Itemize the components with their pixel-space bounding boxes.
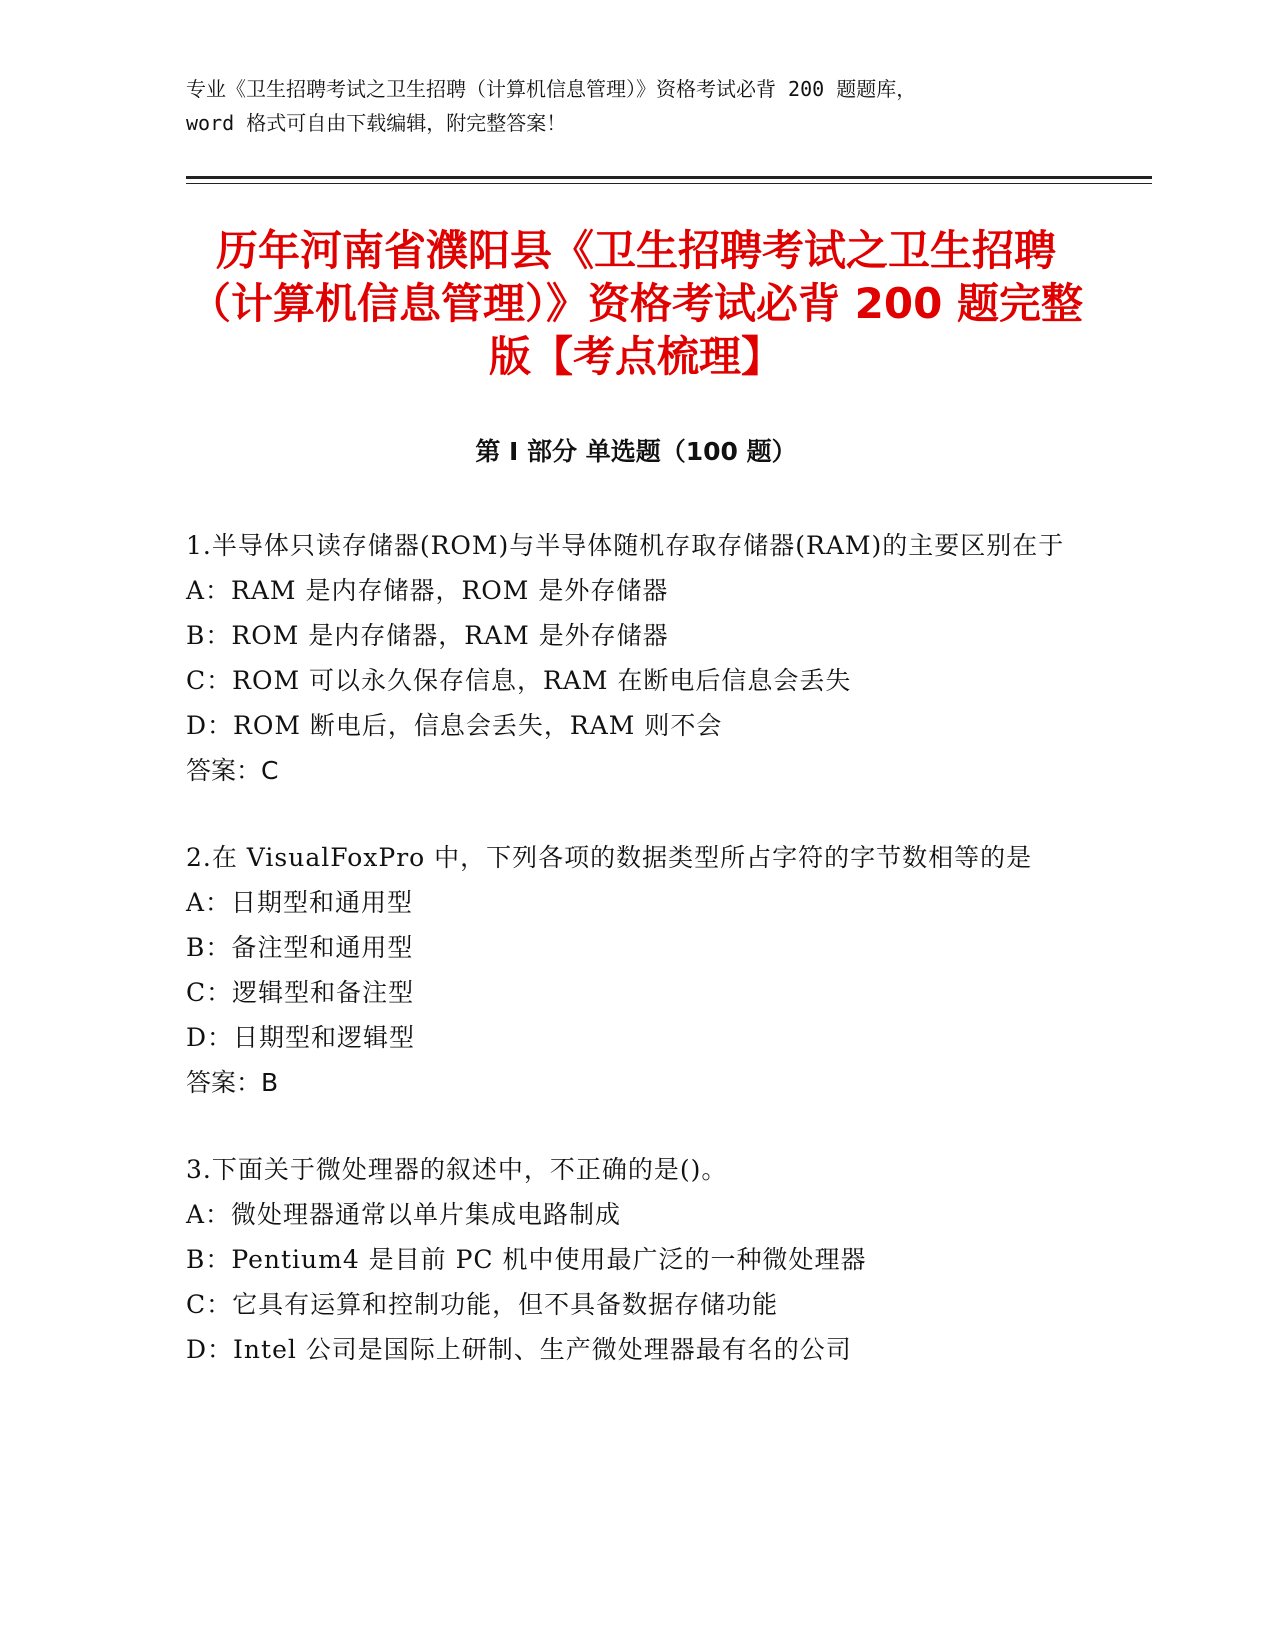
option-a: A：日期型和通用型 (186, 888, 414, 917)
option-d: D：日期型和逻辑型 (186, 1023, 416, 1052)
question-stem: 2.在 VisualFoxPro 中，下列各项的数据类型所占字符的字节数相等的是 (186, 843, 1033, 872)
question-2 (186, 835, 1086, 1105)
option-d: D：ROM 断电后，信息会丢失，RAM 则不会 (186, 711, 723, 740)
header-rule-thick (186, 176, 1152, 179)
header-note (186, 72, 1086, 140)
header-rule-thin (186, 183, 1152, 184)
option-a: A：微处理器通常以单片集成电路制成 (186, 1200, 622, 1229)
option-b: B：备注型和通用型 (186, 933, 414, 962)
question-3 (186, 1147, 1086, 1372)
option-d: D：Intel 公司是国际上研制、生产微处理器最有名的公司 (186, 1335, 852, 1364)
option-b: B：Pentium4 是目前 PC 机中使用最广泛的一种微处理器 (186, 1245, 867, 1274)
question-list (186, 523, 1086, 1414)
answer: 答案：B (186, 1068, 279, 1097)
option-c: C：逻辑型和备注型 (186, 978, 415, 1007)
document-title: 历年河南省濮阳县《卫生招聘考试之卫生招聘（计算机信息管理）》资格考试必背 200 题完整版【考点梳理】 (189, 226, 1083, 381)
header-note-line-2: word 格式可自由下载编辑，附完整答案！ (186, 111, 567, 135)
answer: 答案：C (186, 756, 279, 785)
section-title: 第 I 部分 单选题（100 题） (475, 437, 797, 466)
option-c: C：ROM 可以永久保存信息，RAM 在断电后信息会丢失 (186, 666, 852, 695)
header-note-line-1: 专业《卫生招聘考试之卫生招聘（计算机信息管理）》资格考试必背 200 题题库， (186, 77, 917, 101)
option-b: B：ROM 是内存储器，RAM 是外存储器 (186, 621, 669, 650)
question-1 (186, 523, 1086, 793)
option-c: C：它具有运算和控制功能，但不具备数据存储功能 (186, 1290, 779, 1319)
question-stem: 3.下面关于微处理器的叙述中，不正确的是()。 (186, 1155, 728, 1184)
question-stem: 1.半导体只读存储器(ROM)与半导体随机存取存储器(RAM)的主要区别在于 (186, 531, 1065, 560)
option-a: A：RAM 是内存储器，ROM 是外存储器 (186, 576, 669, 605)
